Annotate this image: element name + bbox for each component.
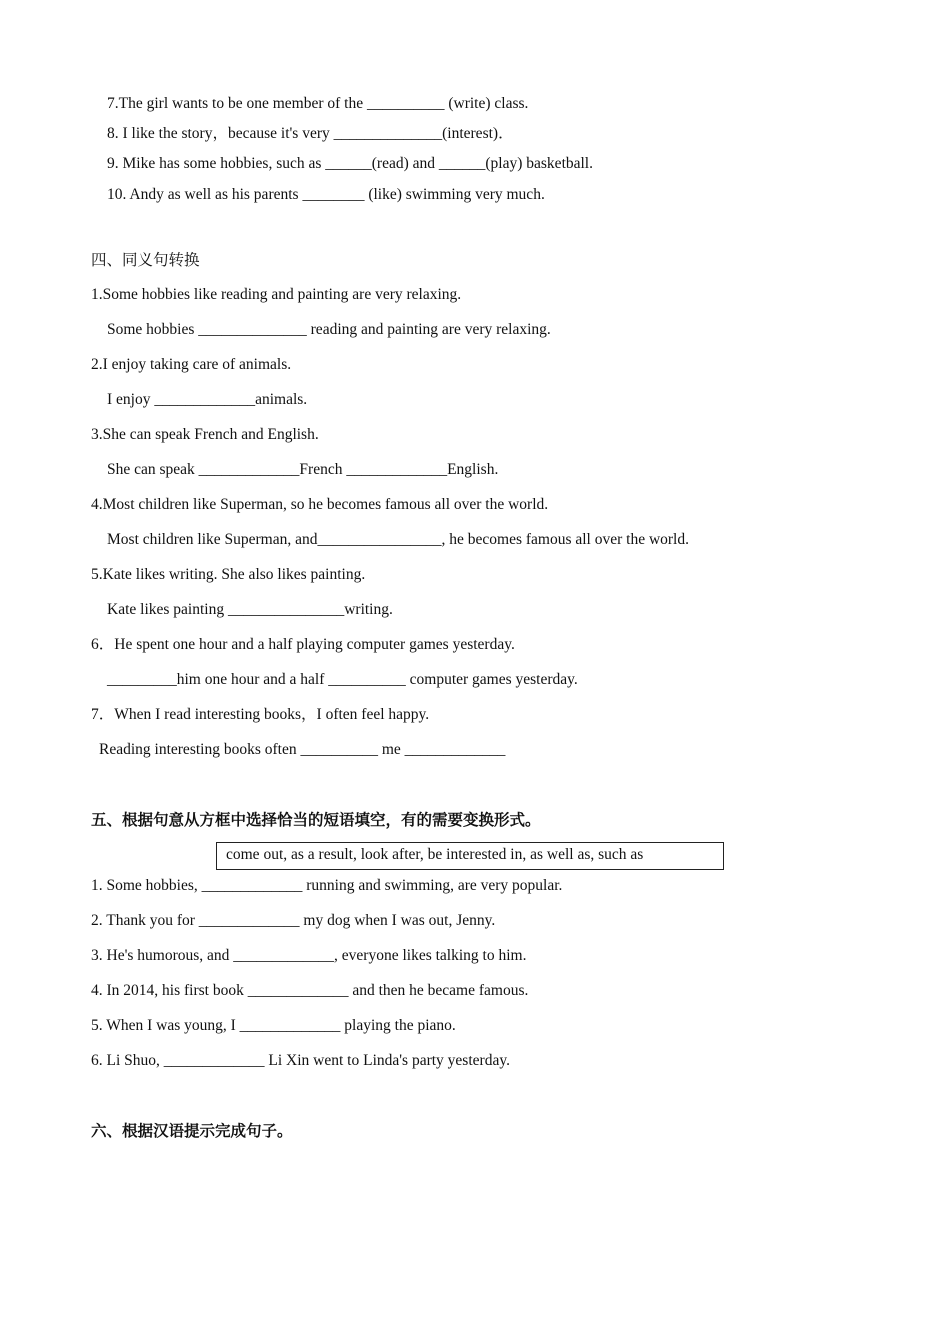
section-4-line-7: 7．When I read interesting books，I often feel happy. <box>91 706 430 723</box>
section-5-line-6: 6. Li Shuo, _____________ Li Xin went to Linda's party yesterday. <box>91 1052 510 1069</box>
section-5-line-3: 3. He's humorous, and _____________, everyone likes talking to him. <box>91 947 527 964</box>
exercise-line-3-10: 10. Andy as well as his parents ________ (like) swimming very much. <box>107 186 545 203</box>
section-4-line-7-answer: Reading interesting books often __________ me _____________ <box>99 741 506 758</box>
section-4-line-5: 5.Kate likes writing. She also likes painting. <box>91 566 366 583</box>
section-5-heading: 五、根据句意从方框中选择恰当的短语填空，有的需要变换形式。 <box>91 811 541 829</box>
section-4-line-6-answer: _________him one hour and a half __________ computer games yesterday. <box>107 671 578 688</box>
section-4-line-5-answer: Kate likes painting _______________writing. <box>107 601 393 618</box>
section-4-heading: 四、同义句转换 <box>91 251 200 269</box>
exercise-line-3-7: 7.The girl wants to be one member of the __________ (write) class. <box>107 95 529 112</box>
section-6-heading: 六、根据汉语提示完成句子。 <box>91 1122 293 1140</box>
exercise-line-3-9: 9. Mike has some hobbies, such as ______(read) and ______(play) basketball. <box>107 155 593 172</box>
section-4-line-2-answer: I enjoy _____________animals. <box>107 391 308 408</box>
section-4-line-2: 2.I enjoy taking care of animals. <box>91 356 292 373</box>
word-box <box>216 842 724 870</box>
section-4-line-4-answer: Most children like Superman, and________________, he becomes famous all over the world. <box>107 531 689 548</box>
section-4-line-3-answer: She can speak _____________French _____________English. <box>107 461 499 478</box>
section-4-line-1: 1.Some hobbies like reading and painting are very relaxing. <box>91 286 462 303</box>
section-4-line-1-answer: Some hobbies ______________ reading and painting are very relaxing. <box>107 321 551 338</box>
section-4-line-4: 4.Most children like Superman, so he becomes famous all over the world. <box>91 496 549 513</box>
exercise-line-3-8: 8. I like the story，because it's very ______________(interest)． <box>107 125 514 142</box>
section-5-line-5: 5. When I was young, I _____________ playing the piano. <box>91 1017 456 1034</box>
section-4-line-3: 3.She can speak French and English. <box>91 426 319 443</box>
section-4-line-6: 6．He spent one hour and a half playing computer games yesterday. <box>91 636 515 653</box>
word-box-text: come out, as a result, look after, be interested in, as well as, such as <box>226 846 644 863</box>
section-5-line-1: 1. Some hobbies, _____________ running and swimming, are very popular. <box>91 877 563 894</box>
section-5-line-4: 4. In 2014, his first book _____________ and then he became famous. <box>91 982 529 999</box>
section-5-line-2: 2. Thank you for _____________ my dog when I was out, Jenny. <box>91 912 496 929</box>
